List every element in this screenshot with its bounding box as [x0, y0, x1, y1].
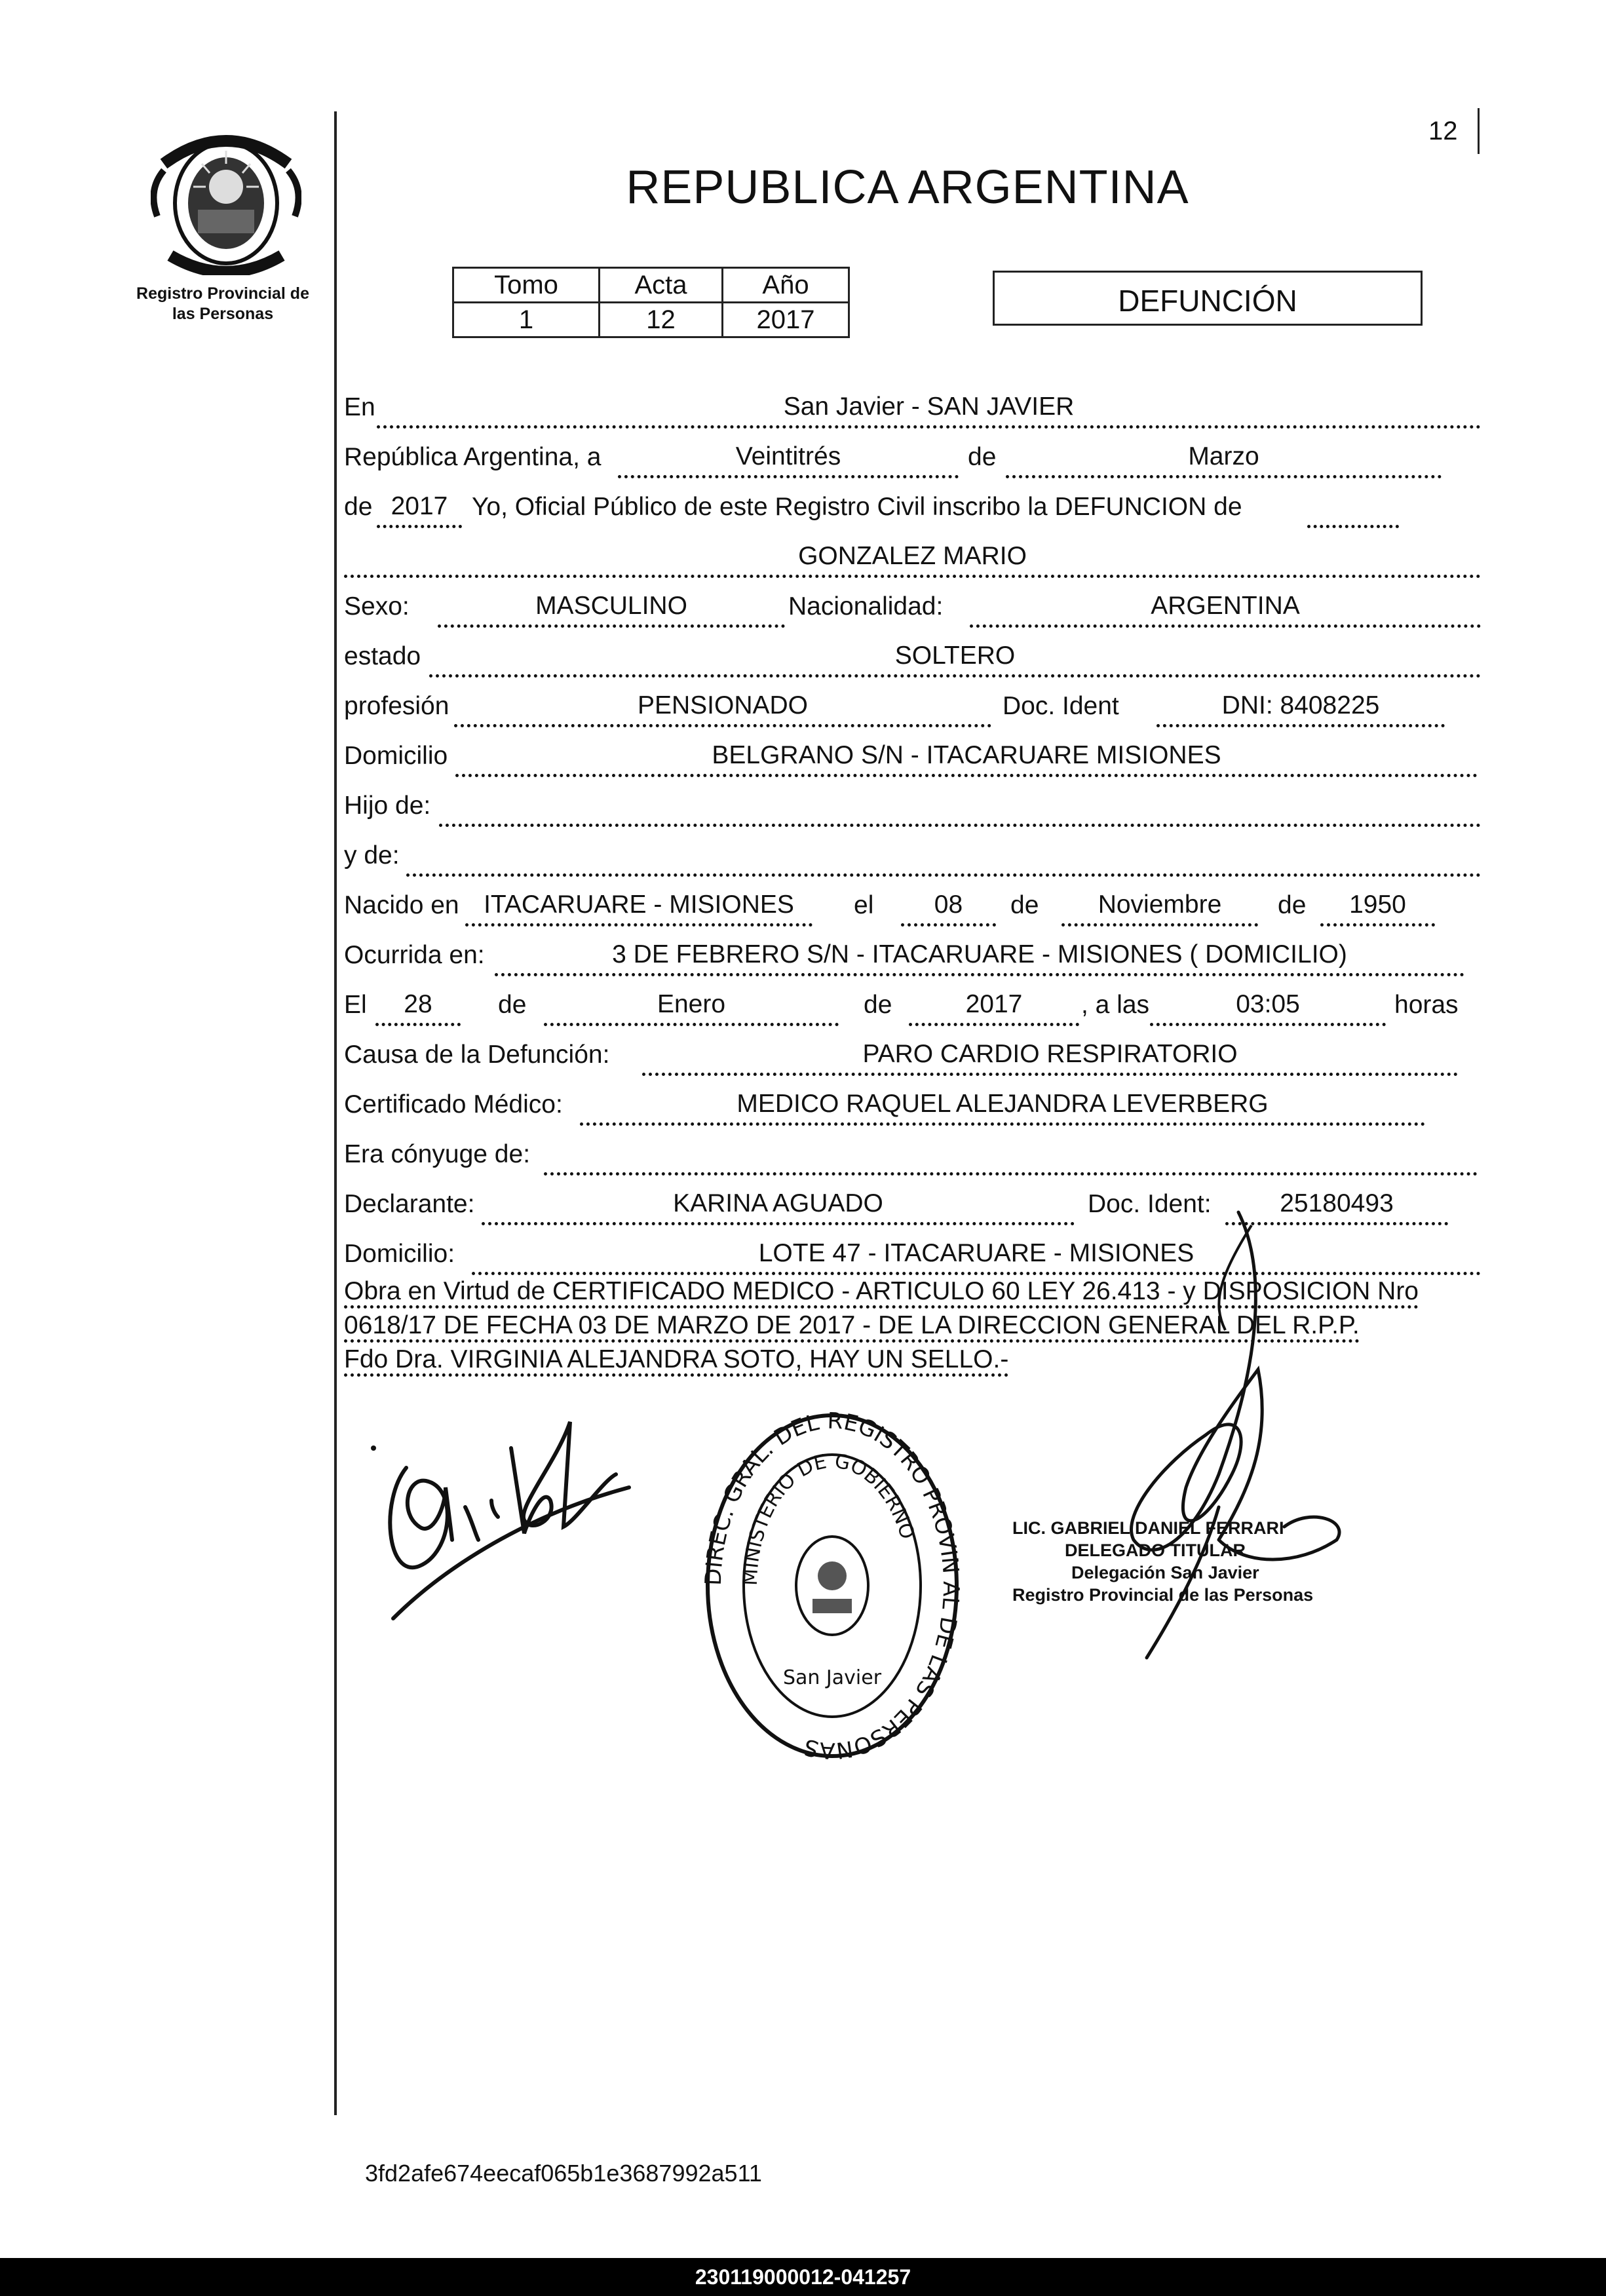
officer-office: Delegación San Javier [1071, 1563, 1259, 1582]
oficial-trailing-field [1307, 492, 1399, 528]
document-hash: 3fd2afe674eecaf065b1e3687992a511 [365, 2160, 762, 2187]
nacido-field: ITACARUARE - MISIONES [465, 890, 813, 927]
declarant-signature [367, 1409, 642, 1645]
de-label-2: de [344, 493, 373, 521]
officer-role: DELEGADO TITULAR [1065, 1540, 1246, 1560]
obra-line-1-text: Obra en Virtud de CERTIFICADO MEDICO - ARTICULO 60 LEY 26.413 - y DISPOSICION Nro [344, 1277, 1419, 1309]
de-label-5: de [498, 991, 527, 1019]
decl-dom-label: Domicilio: [344, 1240, 455, 1268]
yde-field [406, 841, 1481, 877]
de-label-1: de [968, 443, 997, 471]
alas-label: , a las [1081, 991, 1150, 1019]
officer-name: LIC. GABRIEL DANIEL FERRARI [1012, 1518, 1284, 1538]
conyuge-label: Era cónyuge de: [344, 1140, 531, 1168]
officer-stamp [1012, 1517, 1313, 1606]
nac-dia-field: 08 [901, 890, 996, 927]
def-anio-field: 2017 [909, 990, 1079, 1026]
logo-caption-line-2: las Personas [172, 305, 274, 323]
docident-field: DNI: 8408225 [1157, 691, 1445, 727]
sexo-field: MASCULINO [438, 592, 785, 628]
dia-field: Veintitrés [618, 442, 959, 478]
province-crest-logo [151, 124, 301, 275]
cert-label: Certificado Médico: [344, 1090, 563, 1119]
cert-field: MEDICO RAQUEL ALEJANDRA LEVERBERG [580, 1090, 1425, 1126]
row-certificado [344, 1086, 1481, 1126]
oficial-text: Yo, Oficial Público de este Registro Civil inscribo la DEFUNCION de [472, 493, 1242, 521]
logo-caption [124, 284, 321, 324]
def-hora-field: 03:05 [1150, 990, 1386, 1026]
ocurrida-field: 3 DE FEBRERO S/N - ITACARUARE - MISIONES ( DOMICILIO) [495, 940, 1464, 976]
en-field: San Javier - SAN JAVIER [377, 392, 1481, 429]
obra-line-2-text: 0618/17 DE FECHA 03 DE MARZO DE 2017 - DE LA DIRECCION GENERAL DEL R.P.P. [344, 1311, 1360, 1343]
row-anio-oficial [344, 489, 1481, 528]
en-label: En [344, 393, 375, 421]
decl-doc-label: Doc. Ident: [1088, 1190, 1212, 1218]
acta-value: 12 [600, 303, 723, 337]
registry-header-row [453, 268, 849, 303]
row-conyuge [344, 1136, 1481, 1176]
horas-label: horas [1394, 991, 1459, 1019]
nombre-field: GONZALEZ MARIO [344, 542, 1481, 578]
hijo-field [439, 791, 1481, 827]
profesion-field: PENSIONADO [454, 691, 991, 727]
def-mes-field: Enero [544, 990, 839, 1026]
row-profesion [344, 688, 1481, 727]
ocurrida-label: Ocurrida en: [344, 941, 485, 969]
el-label: el [854, 891, 874, 919]
yde-label: y de: [344, 841, 400, 870]
anio-field: 2017 [377, 492, 462, 528]
row-sexo [344, 588, 1481, 628]
tomo-header: Tomo [453, 268, 600, 303]
conyuge-field [544, 1139, 1478, 1176]
anio-value: 2017 [723, 303, 849, 337]
decl-doc-field: 25180493 [1225, 1189, 1448, 1225]
official-stamp [695, 1409, 970, 1763]
declarante-label: Declarante: [344, 1190, 475, 1218]
row-causa [344, 1037, 1481, 1076]
row-nacimiento [344, 887, 1481, 927]
left-margin-line [334, 111, 337, 2115]
declarante-field: KARINA AGUADO [482, 1189, 1075, 1225]
republica-label: República Argentina, a [344, 443, 602, 471]
row-domicilio [344, 738, 1481, 777]
page-number: 12 [1428, 117, 1458, 145]
decl-dom-field: LOTE 47 - ITACARUARE - MISIONES [472, 1239, 1481, 1275]
nacionalidad-label: Nacionalidad: [788, 592, 944, 621]
obra-line-3-text: Fdo Dra. VIRGINIA ALEJANDRA SOTO, HAY UN SELLO.- [344, 1345, 1008, 1377]
anio-header: Año [723, 268, 849, 303]
nacionalidad-field: ARGENTINA [970, 592, 1481, 628]
registry-table [452, 267, 850, 338]
tomo-value: 1 [453, 303, 600, 337]
de-label-6: de [864, 991, 892, 1019]
domicilio-field: BELGRANO S/N - ITACARUARE MISIONES [455, 741, 1478, 777]
row-nombre [344, 539, 1481, 578]
estado-label: estado [344, 642, 421, 670]
causa-field: PARO CARDIO RESPIRATORIO [642, 1040, 1458, 1076]
registry-value-row [453, 303, 849, 337]
right-margin-mark [1478, 108, 1480, 154]
row-hijo-de [344, 788, 1481, 827]
domicilio-label: Domicilio [344, 742, 448, 770]
row-en [344, 389, 1481, 429]
def-dia-field: 28 [375, 990, 461, 1026]
officer-registry: Registro Provincial de las Personas [1012, 1585, 1314, 1605]
nac-anio-field: 1950 [1320, 890, 1435, 927]
estado-field: SOLTERO [429, 641, 1481, 678]
causa-label: Causa de la Defunción: [344, 1041, 610, 1069]
docident-label: Doc. Ident [1003, 692, 1119, 720]
profesion-label: profesión [344, 692, 449, 720]
el2-label: El [344, 991, 367, 1019]
de-label-3: de [1010, 891, 1039, 919]
nacido-label: Nacido en [344, 891, 459, 919]
sexo-label: Sexo: [344, 592, 410, 621]
nac-mes-field: Noviembre [1061, 890, 1258, 927]
stamp-outer-text: DIREC. GRAL. DEL REGISTRO PROVIN AL DE LAS PERSONAS [700, 1409, 965, 1763]
mes-field: Marzo [1006, 442, 1442, 478]
hijo-label: Hijo de: [344, 792, 431, 820]
row-estado [344, 638, 1481, 678]
row-fecha-defuncion [344, 987, 1481, 1026]
logo-caption-line-1: Registro Provincial de [136, 284, 309, 303]
record-type-box: DEFUNCIÓN [993, 271, 1423, 326]
officer-signature [1022, 1199, 1363, 1723]
acta-header: Acta [600, 268, 723, 303]
barcode-footer: 230119000012-041257 [0, 2258, 1606, 2296]
row-y-de [344, 837, 1481, 877]
row-fecha-inscripcion [344, 439, 1481, 478]
row-ocurrida [344, 937, 1481, 976]
stamp-inner-text: MINISTERIO DE GOBIERNO [738, 1449, 919, 1586]
page-title: REPUBLICA ARGENTINA [626, 161, 1189, 214]
de-label-4: de [1278, 891, 1307, 919]
stamp-city: San Javier [782, 1666, 882, 1689]
